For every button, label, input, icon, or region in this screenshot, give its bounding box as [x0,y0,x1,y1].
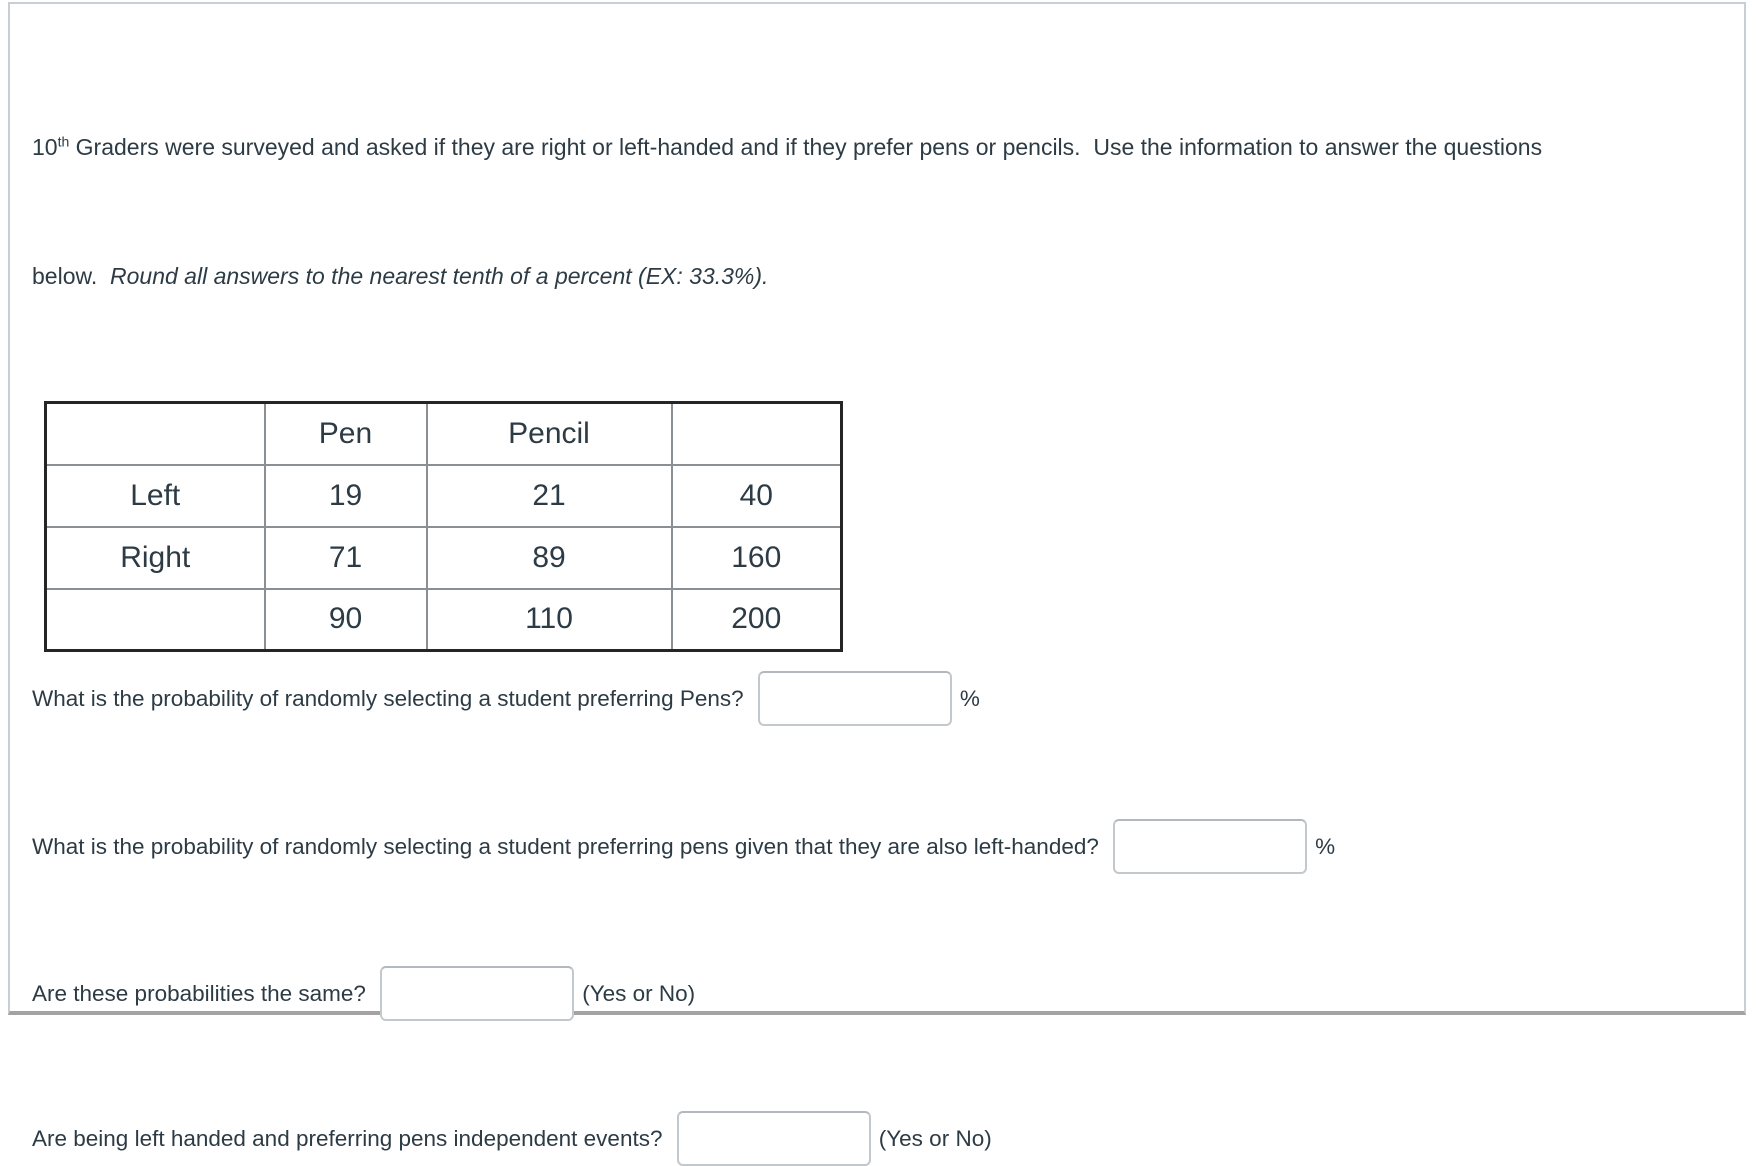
corner-cell [46,403,265,465]
question-row-independent-events [32,1111,1720,1166]
percent-suffix: % [960,686,980,712]
table-header-row [46,403,842,465]
percent-suffix: % [1315,834,1335,860]
pencil-total-cell: 110 [427,589,672,651]
pen-total-cell: 90 [265,589,427,651]
yes-or-no-suffix: (Yes or No) [879,1126,992,1152]
yes-or-no-suffix: (Yes or No) [582,981,695,1007]
pens-probability-input[interactable] [758,671,952,726]
independent-events-input[interactable] [677,1111,871,1166]
right-pencil-cell: 89 [427,527,672,589]
intro-paragraph [32,40,1720,384]
right-pen-cell: 71 [265,527,427,589]
intro-superscript: th [58,133,70,149]
row-label-left: Left [46,465,265,527]
question-label: Are being left handed and preferring pens independent events? [32,1126,669,1152]
conditional-probability-input[interactable] [1113,819,1307,874]
table-row-right [46,527,842,589]
totals-label-cell [46,589,265,651]
intro-line-2 [32,255,1720,298]
left-total-cell: 40 [672,465,842,527]
pen-header-cell: Pen [265,403,427,465]
question-label: What is the probability of randomly selecting a student preferring Pens? [32,686,750,712]
question-row-pens-probability [32,671,1720,726]
intro-below-text: below. [32,263,110,289]
same-probabilities-input[interactable] [380,966,574,1021]
question-row-conditional-probability [32,819,1720,874]
total-header-cell [672,403,842,465]
intro-line-1 [32,126,1720,169]
question-label: Are these probabilities the same? [32,981,372,1007]
pencil-header-cell: Pencil [427,403,672,465]
intro-number: 10 [32,134,58,160]
left-pen-cell: 19 [265,465,427,527]
question-panel [8,2,1746,1015]
intro-text: Graders were surveyed and asked if they are right or left-handed and if they prefer pens or pencils. Use the information to answer the questions [69,134,1542,160]
row-label-right: Right [46,527,265,589]
left-pencil-cell: 21 [427,465,672,527]
question-row-same-probabilities [32,966,1720,1021]
right-total-cell: 160 [672,527,842,589]
table-row-left [46,465,842,527]
intro-rounding-instruction: Round all answers to the nearest tenth of a percent (EX: 33.3%). [110,263,768,289]
table-row-totals [46,589,842,651]
question-content [10,4,1744,1166]
question-label: What is the probability of randomly selecting a student preferring pens given that they are also left-handed? [32,834,1105,860]
contingency-table [44,401,843,652]
grand-total-cell: 200 [672,589,842,651]
